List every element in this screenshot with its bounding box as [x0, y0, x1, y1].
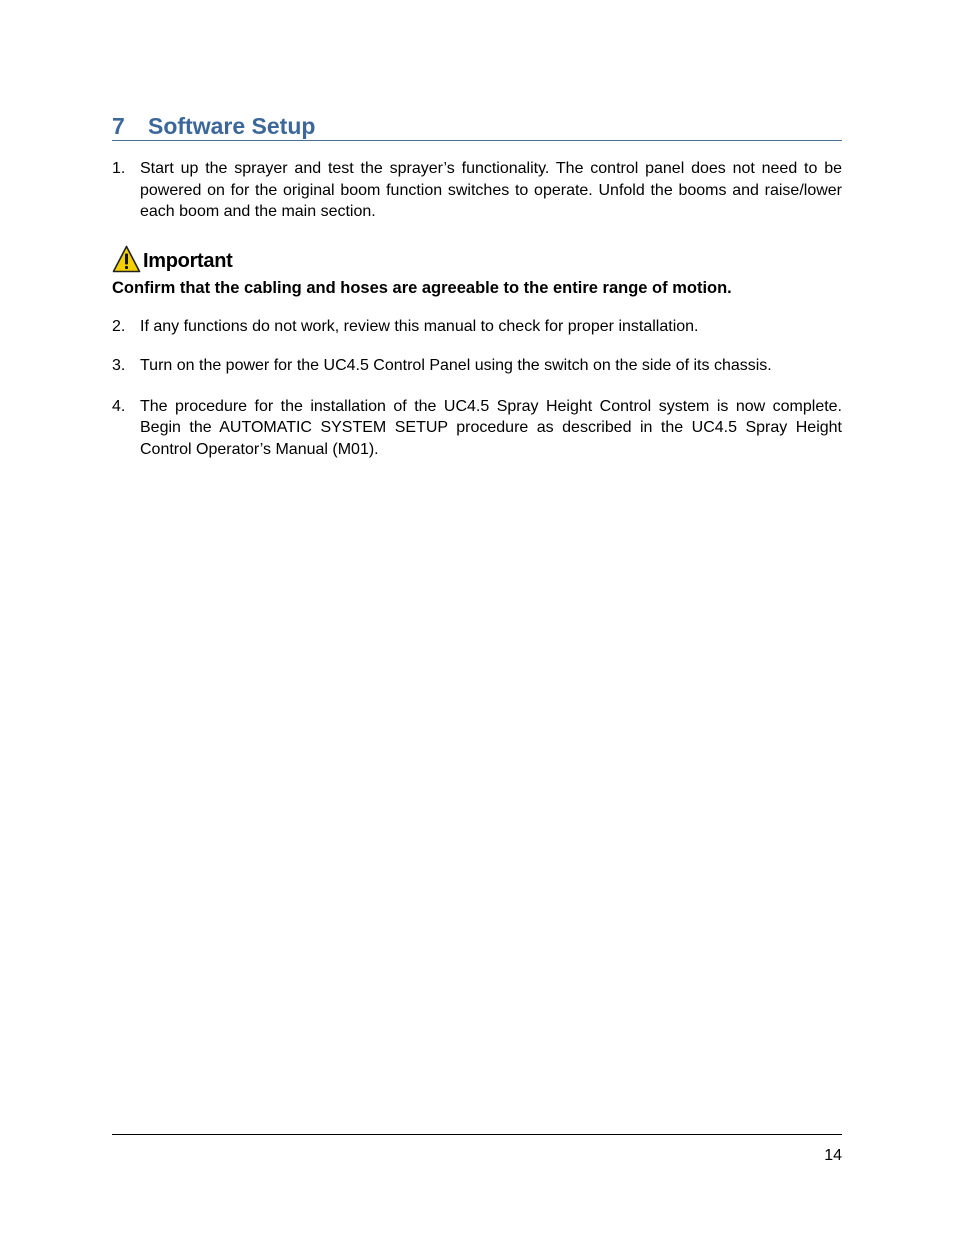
page-content	[112, 112, 842, 460]
section-heading	[112, 112, 842, 141]
section-title: Software Setup	[148, 113, 316, 139]
step-item	[112, 355, 842, 377]
page-number: 14	[824, 1147, 842, 1164]
step-text: Turn on the power for the UC4.5 Control Panel using the switch on the side of its chassis.	[140, 357, 772, 374]
step-text: If any functions do not work, review this manual to check for proper installation.	[140, 317, 699, 335]
section-number: 7	[112, 113, 125, 139]
important-header	[112, 243, 842, 273]
step-text: The procedure for the installation of the UC4.5 Spray Height Control system is now complete. Begin the AUTOMATIC SYSTEM SETUP procedure as described in the UC4.5 Spray Height Control Operator’s Manual (M01).	[140, 397, 842, 458]
important-text: Confirm that the cabling and hoses are agreeable to the entire range of motion.	[112, 278, 732, 297]
important-notice	[112, 243, 842, 299]
warning-icon	[112, 245, 141, 273]
important-label: Important	[143, 249, 233, 272]
step-number: 2.	[112, 317, 126, 335]
step-number: 1.	[112, 160, 126, 177]
footer-divider	[112, 1134, 842, 1135]
step-item	[112, 158, 842, 223]
step-text: Start up the sprayer and test the sprayer’s functionality. The control panel does not need to be powered on for the original boom function switches to operate. Unfold the booms and raise/lower each boom and the main section.	[140, 160, 842, 220]
step-number: 3.	[112, 357, 126, 374]
step-item	[112, 316, 842, 338]
step-item	[112, 396, 842, 461]
step-number: 4.	[112, 397, 126, 415]
